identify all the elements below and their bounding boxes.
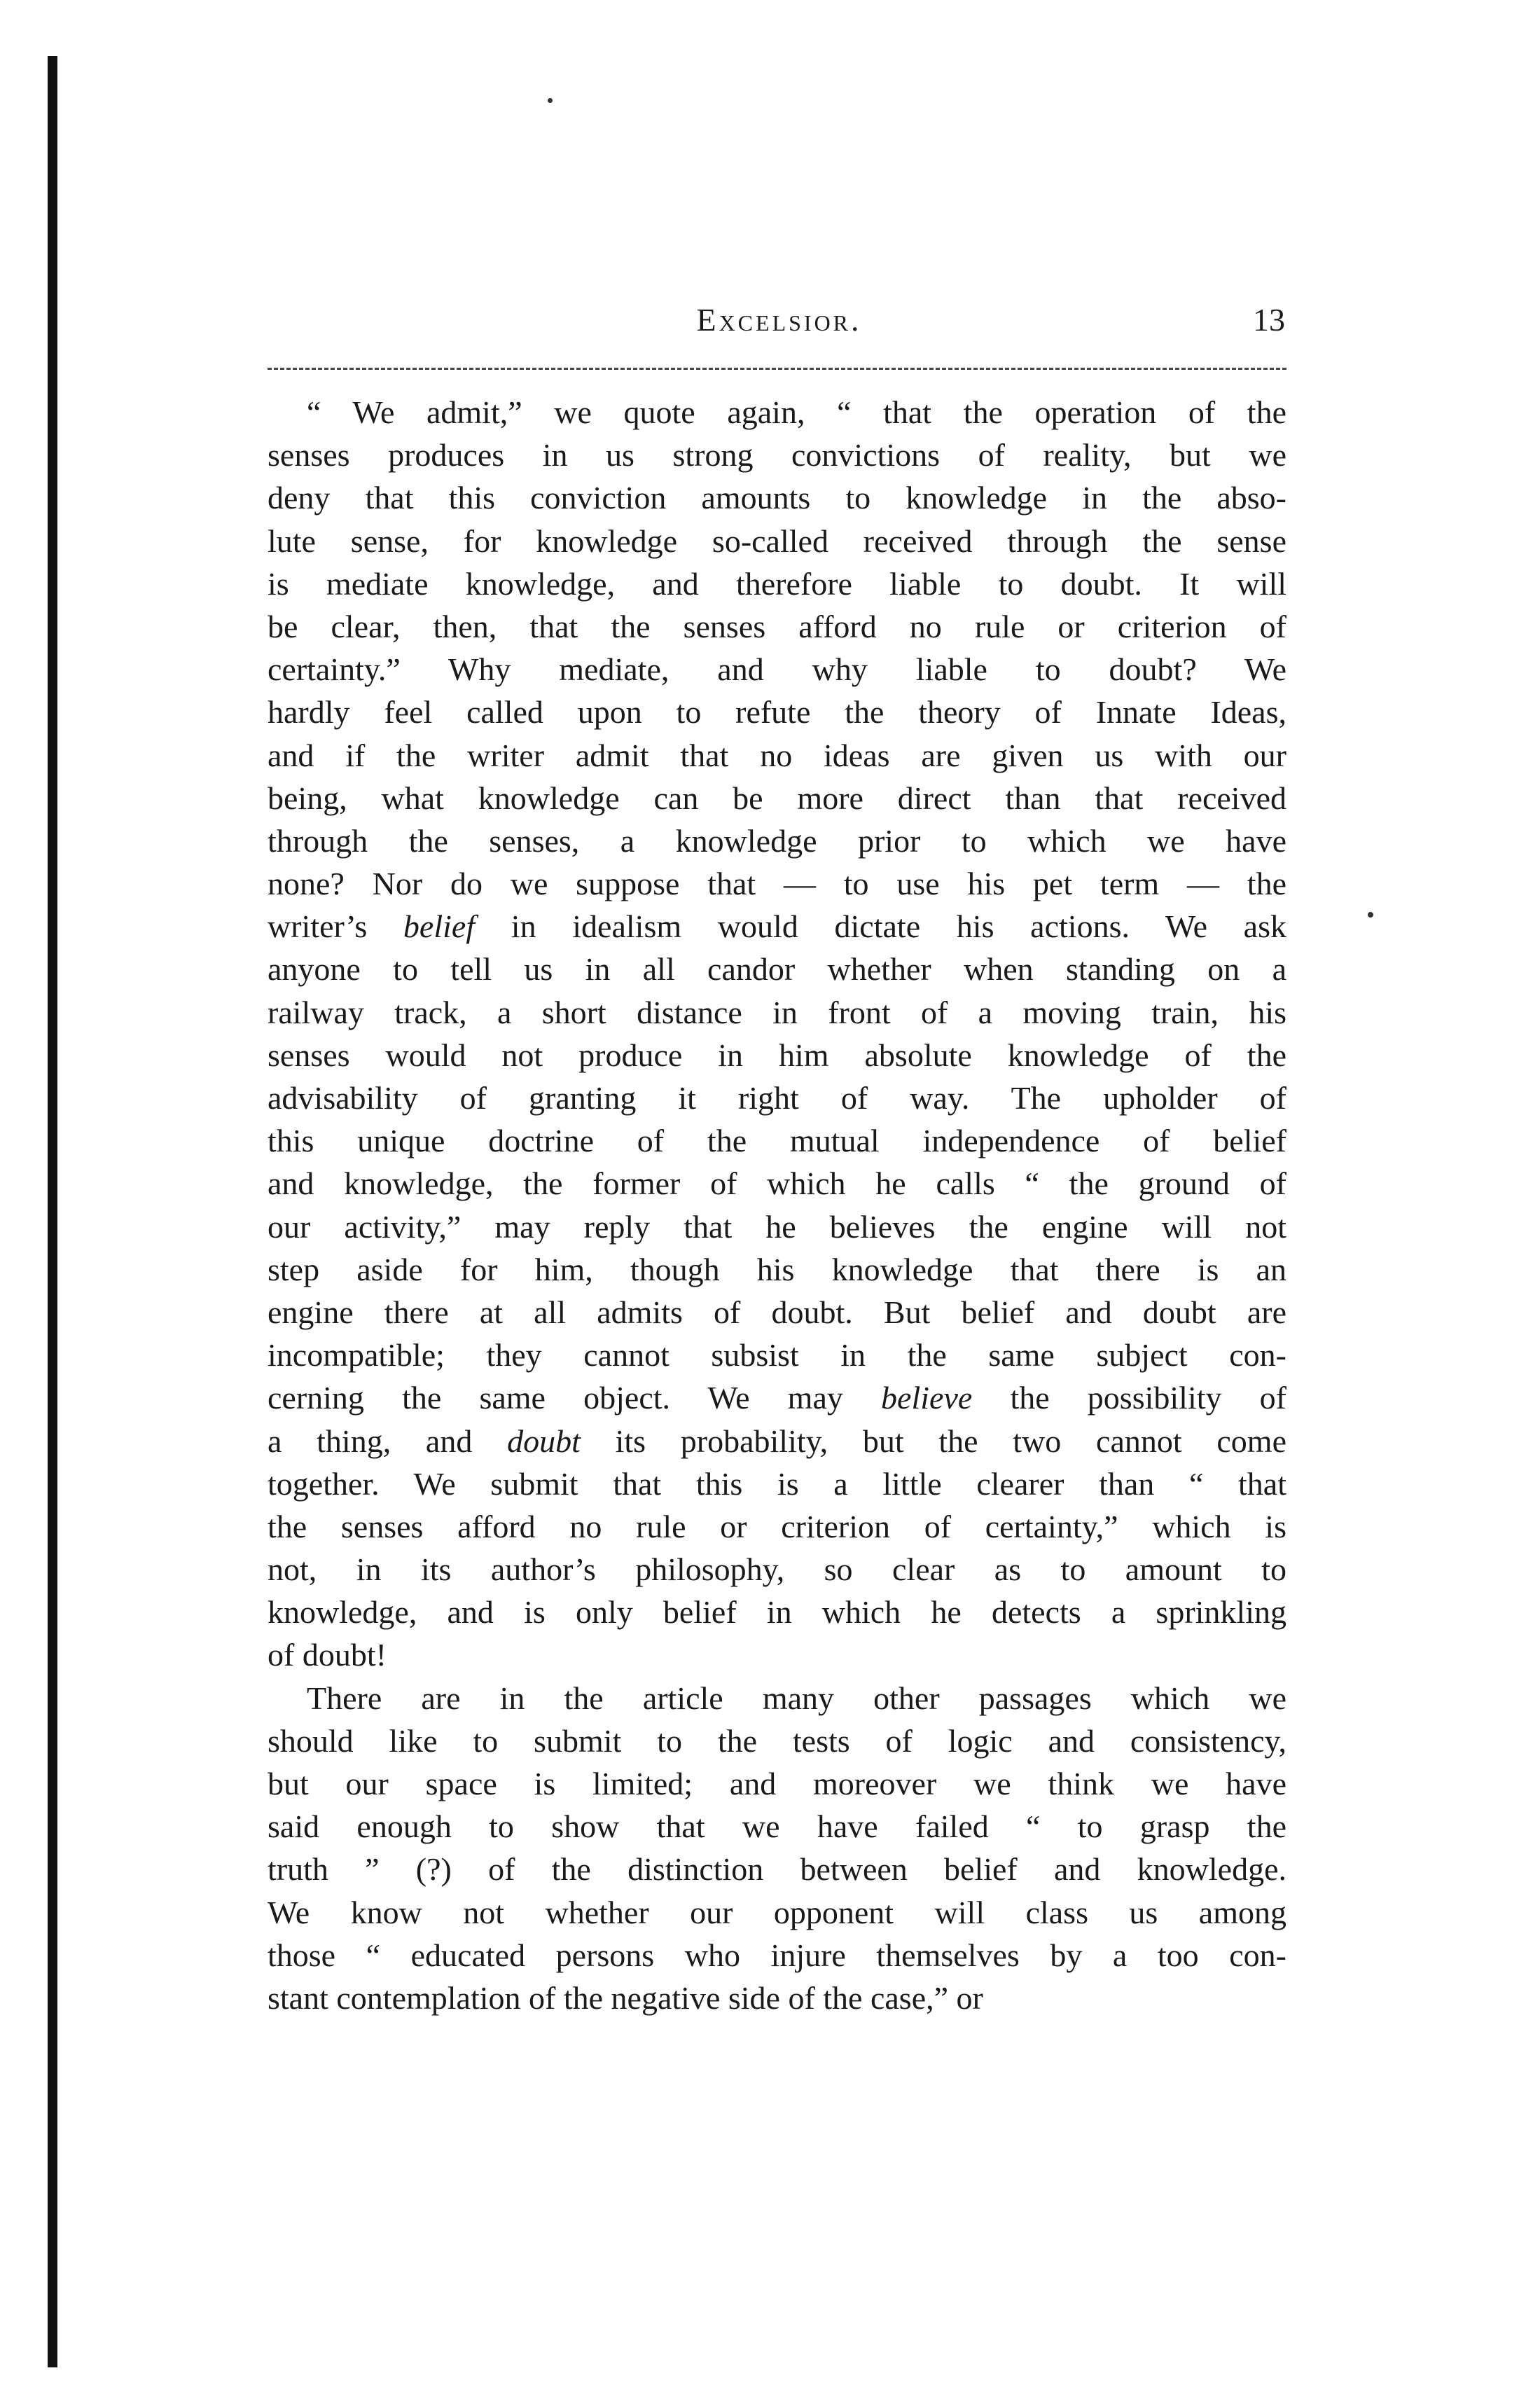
text-line: We know not whether our opponent will class us among bbox=[268, 1894, 1286, 1930]
text-line: deny that this conviction amounts to knowledge in the abso- bbox=[268, 480, 1286, 516]
text-line: being, what knowledge can be more direct than that received bbox=[268, 780, 1286, 816]
page-header bbox=[273, 301, 1285, 350]
text-line: writer’s belief in idealism would dictate his actions. We ask bbox=[268, 908, 1286, 945]
text-line: engine there at all admits of doubt. But belief and doubt are bbox=[268, 1294, 1286, 1330]
text-line: knowledge, and is only belief in which he detects a sprinkling bbox=[268, 1594, 1286, 1631]
text-line: and knowledge, the former of which he calls “ the ground of bbox=[268, 1165, 1286, 1202]
text-line: together. We submit that this is a little clearer than “ that bbox=[268, 1465, 1286, 1502]
text-line: a thing, and doubt its probability, but the two cannot come bbox=[268, 1423, 1286, 1459]
text-line: lute sense, for knowledge so-called received through the sense bbox=[268, 523, 1286, 559]
text-line: cerning the same object. We may believe the possibility of bbox=[268, 1380, 1286, 1416]
body-text bbox=[268, 391, 1286, 2019]
text-line: is mediate knowledge, and therefore liable to doubt. It will bbox=[268, 565, 1286, 602]
text-line: incompatible; they cannot subsist in the same subject con- bbox=[268, 1337, 1286, 1374]
text-line: senses produces in us strong convictions of reality, but we bbox=[268, 437, 1286, 473]
emphasized-word: doubt bbox=[507, 1423, 581, 1459]
text-line: railway track, a short distance in front of a moving train, his bbox=[268, 994, 1286, 1030]
paragraph bbox=[268, 1677, 1286, 2020]
text-line: not, in its author’s philosophy, so clear as to amount to bbox=[268, 1551, 1286, 1588]
page-number: 13 bbox=[1253, 302, 1285, 338]
text-line: none? Nor do we suppose that — to use his pet term — the bbox=[268, 866, 1286, 902]
paragraph bbox=[268, 391, 1286, 1677]
page-binding-edge bbox=[48, 56, 57, 2367]
text-line: but our space is limited; and moreover we think we have bbox=[268, 1766, 1286, 1801]
text-line: should like to submit to the tests of logic and consistency, bbox=[268, 1722, 1286, 1759]
text-line: our activity,” may reply that he believes the engine will not bbox=[268, 1208, 1286, 1245]
scan-speck bbox=[548, 98, 553, 103]
text-line: “ We admit,” we quote again, “ that the operation of the bbox=[307, 394, 1286, 430]
scan-speck bbox=[1368, 912, 1373, 918]
text-line: There are in the article many other passages which we bbox=[307, 1680, 1286, 1716]
header-rule bbox=[268, 368, 1286, 370]
text-line: step aside for him, though his knowledge that there is an bbox=[268, 1251, 1286, 1287]
text-line: certainty.” Why mediate, and why liable to doubt? We bbox=[268, 651, 1286, 688]
text-line: of doubt! bbox=[268, 1637, 387, 1673]
emphasized-word: believe bbox=[881, 1380, 973, 1416]
text-line: be clear, then, that the senses afford no rule or criterion of bbox=[268, 608, 1286, 644]
text-line: senses would not produce in him absolute knowledge of the bbox=[268, 1037, 1286, 1073]
text-line: advisability of granting it right of way. The upholder of bbox=[268, 1080, 1286, 1116]
text-line: those “ educated persons who injure themselves by a too con- bbox=[268, 1937, 1286, 1973]
text-line: said enough to show that we have failed “ to grasp the bbox=[268, 1808, 1286, 1845]
text-line: through the senses, a knowledge prior to which we have bbox=[268, 822, 1286, 859]
text-line: and if the writer admit that no ideas are given us with our bbox=[268, 737, 1286, 773]
text-line: truth ” (?) of the distinction between belief and knowledge. bbox=[268, 1851, 1286, 1888]
running-title: Excelsior. bbox=[696, 302, 862, 338]
text-line: hardly feel called upon to refute the theory of Innate Ideas, bbox=[268, 694, 1286, 731]
text-line: stant contemplation of the negative side of the case,” or bbox=[268, 1979, 983, 2016]
text-line: the senses afford no rule or criterion of certainty,” which is bbox=[268, 1508, 1286, 1544]
text-line: anyone to tell us in all candor whether when standing on a bbox=[268, 951, 1286, 988]
text-line: this unique doctrine of the mutual independence of belief bbox=[268, 1123, 1286, 1159]
emphasized-word: belief bbox=[403, 908, 476, 945]
